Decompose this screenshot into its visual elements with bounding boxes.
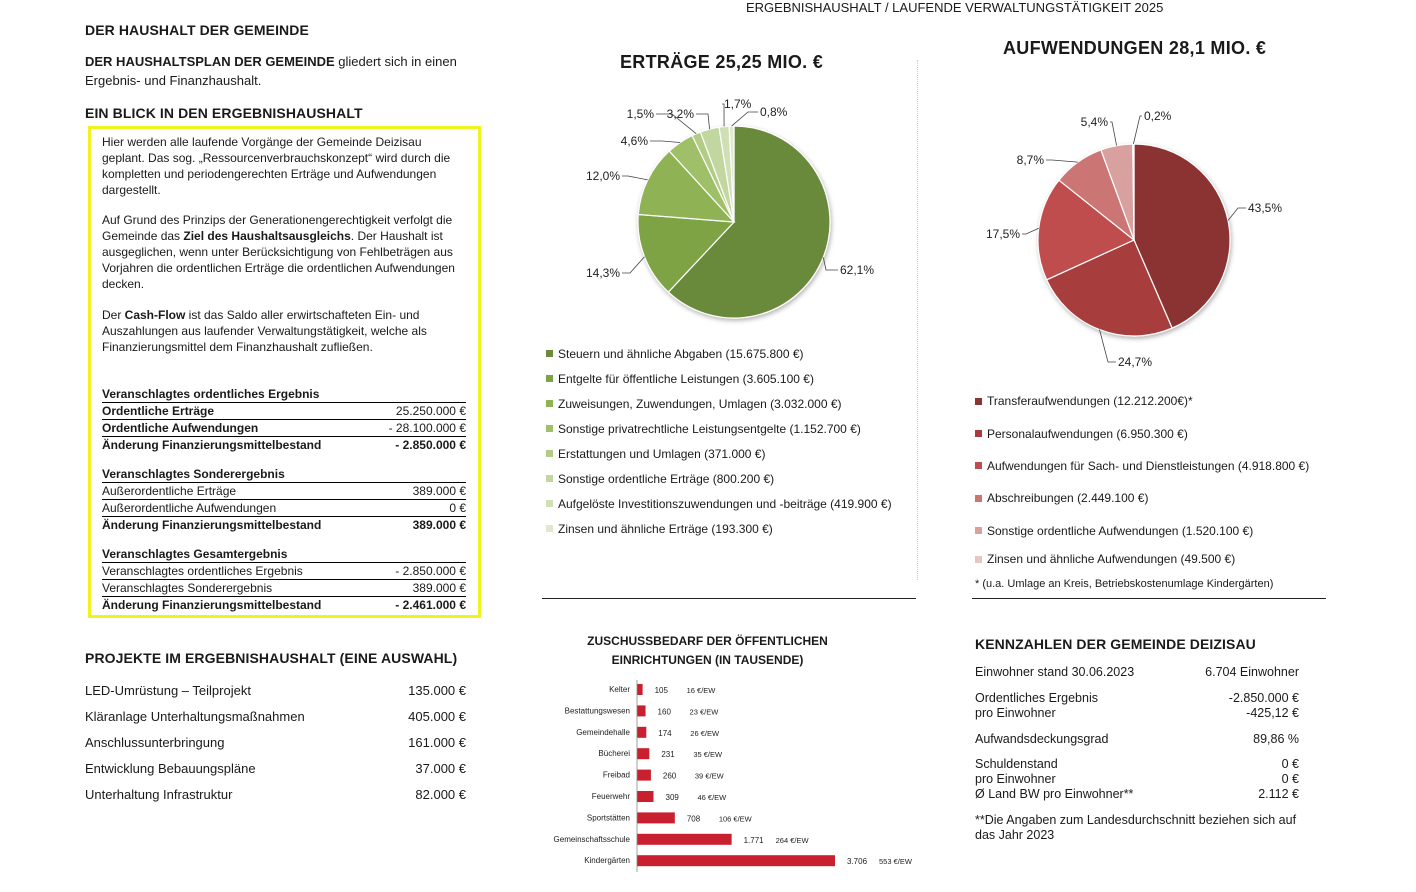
bar-category-label: Gemeinschaftsschule — [553, 834, 630, 844]
bar-per-ew-label: 264 €/EW — [775, 835, 809, 845]
list-item — [85, 782, 466, 808]
kz-row — [975, 772, 1299, 787]
kz-value: 0 € — [1281, 757, 1299, 771]
intro-text — [85, 52, 485, 90]
table-row — [102, 499, 466, 516]
bar — [637, 748, 649, 759]
project-value: 405.000 € — [408, 709, 466, 724]
table-row — [102, 419, 466, 436]
bar-value-label: 174 — [658, 728, 672, 738]
intro-rest: gliedert sich in einen — [334, 54, 457, 69]
legend-item — [975, 417, 1309, 449]
leader-line — [823, 257, 838, 270]
zuschuss-bar-chart — [540, 678, 920, 874]
bar-value-label: 1.771 — [743, 835, 764, 845]
project-value: 37.000 € — [415, 761, 466, 776]
legend-swatch — [975, 527, 982, 534]
table-row-total — [102, 436, 466, 453]
bar-per-ew-label: 26 €/EW — [690, 728, 720, 738]
legend-item — [546, 341, 892, 366]
legend-label: Entgelte für öffentliche Leistungen (3.605.100 €) — [558, 371, 814, 386]
para-3 — [102, 307, 467, 355]
intro-line2: Ergebnis- und Finanzhaushalt. — [85, 73, 262, 88]
legend-swatch — [546, 525, 553, 532]
para-2-a: Auf Grund des Prinzips der Generationengerechtigkeit verfolgt die Gemeinde das — [102, 213, 453, 243]
para-2-b: . Der Haushalt ist ausgeglichen, wenn unter Berücksichtigung von Fehlbeträgen aus Vorjahren die ordentlichen Erträge die ordentlichen Aufwendungen decken. — [102, 229, 455, 291]
kz-row — [975, 732, 1299, 747]
zuschuss-title — [545, 632, 870, 670]
legend-swatch — [546, 350, 553, 357]
table-row — [102, 562, 466, 579]
intro-bold: DER HAUSHALTSPLAN DER GEMEINDE — [85, 54, 335, 69]
legend-swatch — [975, 495, 982, 502]
row-value: 389.000 € — [412, 484, 466, 498]
legend-label: Zinsen und ähnliche Aufwendungen (49.500 €) — [987, 552, 1236, 567]
legend-label: Aufgelöste Investitionszuwendungen und -beiträge (419.900 €) — [558, 496, 892, 511]
ergebnishaushalt-box — [88, 126, 481, 618]
kz-label: Ø Land BW pro Einwohner** — [975, 787, 1134, 801]
bar-per-ew-label: 106 €/EW — [718, 814, 752, 824]
row-value: 389.000 € — [412, 518, 466, 532]
legend-item — [546, 391, 892, 416]
aufwendungen-pie-chart — [970, 100, 1300, 380]
kz-row — [975, 691, 1299, 706]
legend-item — [975, 482, 1309, 514]
project-value: 161.000 € — [408, 735, 466, 750]
pie-data-label: 0,2% — [1144, 109, 1172, 123]
bar-value-label: 231 — [661, 750, 675, 760]
row-label: Änderung Finanzierungsmittelbestand — [102, 598, 322, 612]
leader-line — [622, 176, 648, 180]
row-value: 389.000 € — [412, 581, 466, 595]
legend-label: Abschreibungen (2.449.100 €) — [987, 491, 1149, 506]
pie-data-label: 14,3% — [585, 266, 620, 280]
kz-value: 6.704 Einwohner — [1205, 665, 1299, 679]
legend-swatch — [975, 398, 982, 405]
table-row-total — [102, 516, 466, 533]
para-2 — [102, 212, 467, 292]
row-label: Änderung Finanzierungsmittelbestand — [102, 438, 322, 452]
row-value: - 28.100.000 € — [388, 421, 466, 435]
legend-item — [975, 515, 1309, 547]
kz-value: 0 € — [1281, 772, 1299, 786]
projects-title: PROJEKTE IM ERGEBNISHAUSHALT (EINE AUSWAHL) — [85, 650, 458, 666]
row-value: 0 € — [449, 501, 466, 515]
legend-swatch — [546, 425, 553, 432]
pie-data-label: 4,6% — [620, 134, 648, 148]
table-heading: Veranschlagtes Sonderergebnis — [102, 467, 285, 481]
bar-category-label: Bestattungswesen — [564, 706, 630, 716]
project-label: Entwicklung Bebauungspläne — [85, 761, 256, 776]
projects-list — [85, 678, 466, 808]
project-value: 135.000 € — [408, 683, 466, 698]
bar-per-ew-label: 39 €/EW — [694, 771, 724, 781]
legend-swatch — [975, 430, 982, 437]
leader-line — [1046, 160, 1078, 162]
para-1: Hier werden alle laufende Vorgänge der Gemeinde Deizisau geplant. Das sog. „Ressourcenverbrauchskonzept“ wird durch die kompletten und periodengerechten Erträge und Aufwendungen dargestellt. — [102, 135, 451, 197]
column-divider — [917, 60, 918, 580]
legend-swatch — [546, 400, 553, 407]
row-value: 25.250.000 € — [395, 404, 466, 418]
bar-per-ew-label: 23 €/EW — [689, 707, 719, 717]
bar-value-label: 260 — [662, 771, 677, 781]
kz-row — [975, 757, 1299, 772]
kz-row — [975, 787, 1299, 802]
project-label: Kläranlage Unterhaltungsmaßnahmen — [85, 709, 305, 724]
legend-label: Erstattungen und Umlagen (371.000 €) — [558, 446, 766, 461]
bar — [637, 727, 646, 738]
bar-value-label: 105 — [654, 686, 668, 695]
bar-per-ew-label: 35 €/EW — [693, 750, 723, 760]
project-label: Anschlussunterbringung — [85, 735, 225, 750]
list-item — [85, 756, 466, 782]
legend-label: Transferaufwendungen (12.212.200€)* — [987, 394, 1193, 409]
kennzahlen-footnote: **Die Angaben zum Landesdurchschnitt beziehen sich auf das Jahr 2023 — [975, 813, 1297, 842]
aufwendungen-title: AUFWENDUNGEN 28,1 MIO. € — [1003, 38, 1267, 58]
leader-line — [1110, 122, 1117, 146]
bar-per-ew-label: 46 €/EW — [697, 793, 727, 802]
legend-label: Zuweisungen, Zuwendungen, Umlagen (3.032.000 €) — [558, 396, 842, 411]
para-3-bold: Cash-Flow — [124, 308, 186, 322]
bar-value-label: 708 — [686, 814, 701, 824]
bar — [637, 812, 675, 823]
bar-category-label: Freibad — [602, 770, 630, 780]
legend-label: Sonstige ordentliche Erträge (800.200 €) — [558, 471, 775, 486]
pie-data-label: 3,2% — [666, 107, 694, 121]
legend-item — [546, 466, 892, 491]
table-heading: Veranschlagtes Gesamtergebnis — [102, 547, 288, 561]
row-value: - 2.850.000 € — [395, 438, 466, 452]
table-ordentlich — [102, 386, 466, 453]
legend-label: Sonstige ordentliche Aufwendungen (1.520.100 €) — [987, 523, 1254, 538]
bar-per-ew-label: 16 €/EW — [686, 686, 716, 695]
kz-label: pro Einwohner — [975, 772, 1056, 786]
bar — [637, 705, 646, 716]
legend-item — [546, 366, 892, 391]
bar-value-label: 160 — [657, 707, 671, 717]
legend-swatch — [546, 500, 553, 507]
pie-data-label: 62,1% — [840, 263, 875, 277]
legend-swatch — [975, 556, 982, 563]
row-label: Außerordentliche Aufwendungen — [102, 501, 277, 515]
bar-category-label: Kindergärten — [584, 856, 630, 866]
legend-item — [546, 491, 892, 516]
leader-line — [1133, 116, 1142, 144]
pie-data-label: 5,4% — [1080, 115, 1108, 129]
row-label: Veranschlagtes ordentliches Ergebnis — [102, 564, 303, 578]
table-heading: Veranschlagtes ordentliches Ergebnis — [102, 387, 320, 401]
kz-label: pro Einwohner — [975, 706, 1056, 720]
legend-swatch — [546, 450, 553, 457]
legend-item — [975, 385, 1309, 417]
bar-value-label: 3.706 — [847, 857, 868, 867]
project-label: Unterhaltung Infrastruktur — [85, 787, 233, 802]
project-label: LED-Umrüstung – Teilprojekt — [85, 683, 251, 698]
leader-line — [1022, 228, 1039, 234]
table-row — [102, 482, 466, 499]
kennzahlen-table — [975, 665, 1299, 843]
ertraege-pie-chart — [560, 90, 900, 330]
leader-line — [650, 141, 680, 143]
ertraege-title: ERTRÄGE 25,25 MIO. € — [620, 52, 824, 72]
left-title: DER HAUSHALT DER GEMEINDE — [85, 22, 309, 38]
row-label: Veranschlagtes Sonderergebnis — [102, 581, 273, 595]
row-label: Ordentliche Erträge — [102, 404, 215, 418]
table-sonder — [102, 466, 466, 533]
ertraege-legend — [546, 341, 892, 541]
bar-category-label: Kelter — [609, 685, 630, 694]
divider — [972, 598, 1326, 599]
legend-label: Zinsen und ähnliche Erträge (193.300 €) — [558, 521, 773, 536]
legend-item — [975, 450, 1309, 482]
zuschuss-title-line1: ZUSCHUSSBEDARF DER ÖFFENTLICHEN — [587, 634, 828, 648]
legend-label: Sonstige privatrechtliche Leistungsentgelte (1.152.700 €) — [558, 421, 861, 436]
kennzahlen-title: KENNZAHLEN DER GEMEINDE DEIZISAU — [975, 636, 1256, 652]
row-value: - 2.850.000 € — [395, 564, 466, 578]
table-row-total — [102, 596, 466, 613]
kz-value: -425,12 € — [1246, 706, 1299, 720]
pie-data-label: 1,7% — [724, 97, 752, 111]
legend-swatch — [546, 475, 553, 482]
bar-category-label: Feuerwehr — [591, 792, 630, 801]
kz-label: Schuldenstand — [975, 757, 1058, 771]
legend-item — [546, 416, 892, 441]
row-label: Ordentliche Aufwendungen — [102, 421, 259, 435]
table-row — [102, 579, 466, 596]
divider — [542, 598, 916, 599]
bar-per-ew-label: 553 €/EW — [879, 857, 912, 867]
kz-value: 89,86 % — [1253, 732, 1299, 746]
kz-label: Einwohner stand 30.06.2023 — [975, 665, 1135, 679]
pie-data-label: 8,7% — [1016, 153, 1044, 167]
table-row — [102, 402, 466, 419]
row-label: Änderung Finanzierungsmittelbestand — [102, 518, 322, 532]
leader-line — [1100, 330, 1116, 362]
zuschuss-title-line2: EINRICHTUNGEN (IN TAUSENDE) — [611, 653, 804, 667]
para-3-a: Der — [102, 308, 125, 322]
legend-swatch — [975, 462, 982, 469]
blick-title: EIN BLICK IN DEN ERGEBNISHAUSHALT — [85, 105, 363, 121]
bar-category-label: Gemeindehalle — [576, 727, 630, 737]
list-item — [85, 704, 466, 730]
bar — [637, 791, 654, 802]
kz-row — [975, 665, 1299, 680]
legend-label: Aufwendungen für Sach- und Dienstleistungen (4.918.800 €) — [987, 458, 1310, 473]
leader-line — [696, 114, 710, 129]
bar — [637, 855, 835, 866]
pie-data-label: 12,0% — [585, 169, 620, 183]
para-2-bold: Ziel des Haushaltsausgleichs — [183, 229, 351, 243]
kz-value: 2.112 € — [1258, 787, 1299, 801]
kz-row — [975, 706, 1299, 721]
para-3-b: ist das Saldo aller erwirtschafteten Ein- und Auszahlungen aus laufender Verwaltungstätigkeit, welche als Finanzierungsmittel dem Finanzhaushalt zufließen. — [102, 308, 427, 354]
table-gesamt — [102, 546, 466, 613]
kz-label: Aufwandsdeckungsgrad — [975, 732, 1109, 746]
bar-category-label: Sportstätten — [586, 813, 630, 823]
row-label: Außerordentliche Erträge — [102, 484, 237, 498]
bar — [637, 834, 732, 845]
pie-data-label: 43,5% — [1248, 201, 1283, 215]
legend-item — [546, 441, 892, 466]
aufwendungen-legend — [975, 385, 1309, 572]
pie-data-label: 0,8% — [760, 105, 788, 119]
pie-data-label: 1,5% — [626, 107, 654, 121]
bar — [637, 684, 643, 695]
leader-line — [732, 112, 758, 126]
legend-item — [546, 516, 892, 541]
aufwendungen-footnote: * (u.a. Umlage an Kreis, Betriebskostenumlage Kindergärten) — [975, 578, 1274, 590]
leader-line — [622, 257, 644, 273]
leader-line — [1228, 208, 1246, 221]
pie-data-label: 17,5% — [985, 227, 1020, 241]
legend-swatch — [546, 375, 553, 382]
page-top-title: ERGEBNISHAUSHALT / LAUFENDE VERWALTUNGSTÄTIGKEIT 2025 — [746, 0, 1164, 15]
kz-label: Ordentliches Ergebnis — [975, 691, 1098, 705]
pie-data-label: 24,7% — [1118, 355, 1153, 369]
kz-value: -2.850.000 € — [1228, 691, 1299, 705]
bar-value-label: 309 — [665, 793, 679, 802]
legend-label: Steuern und ähnliche Abgaben (15.675.800 €) — [558, 346, 804, 361]
list-item — [85, 730, 466, 756]
bar — [637, 770, 651, 781]
row-value: - 2.461.000 € — [395, 598, 466, 612]
legend-item — [975, 547, 1309, 572]
bar-category-label: Bücherei — [598, 749, 630, 759]
project-value: 82.000 € — [415, 787, 466, 802]
legend-label: Personalaufwendungen (6.950.300 €) — [987, 426, 1188, 441]
list-item — [85, 678, 466, 704]
